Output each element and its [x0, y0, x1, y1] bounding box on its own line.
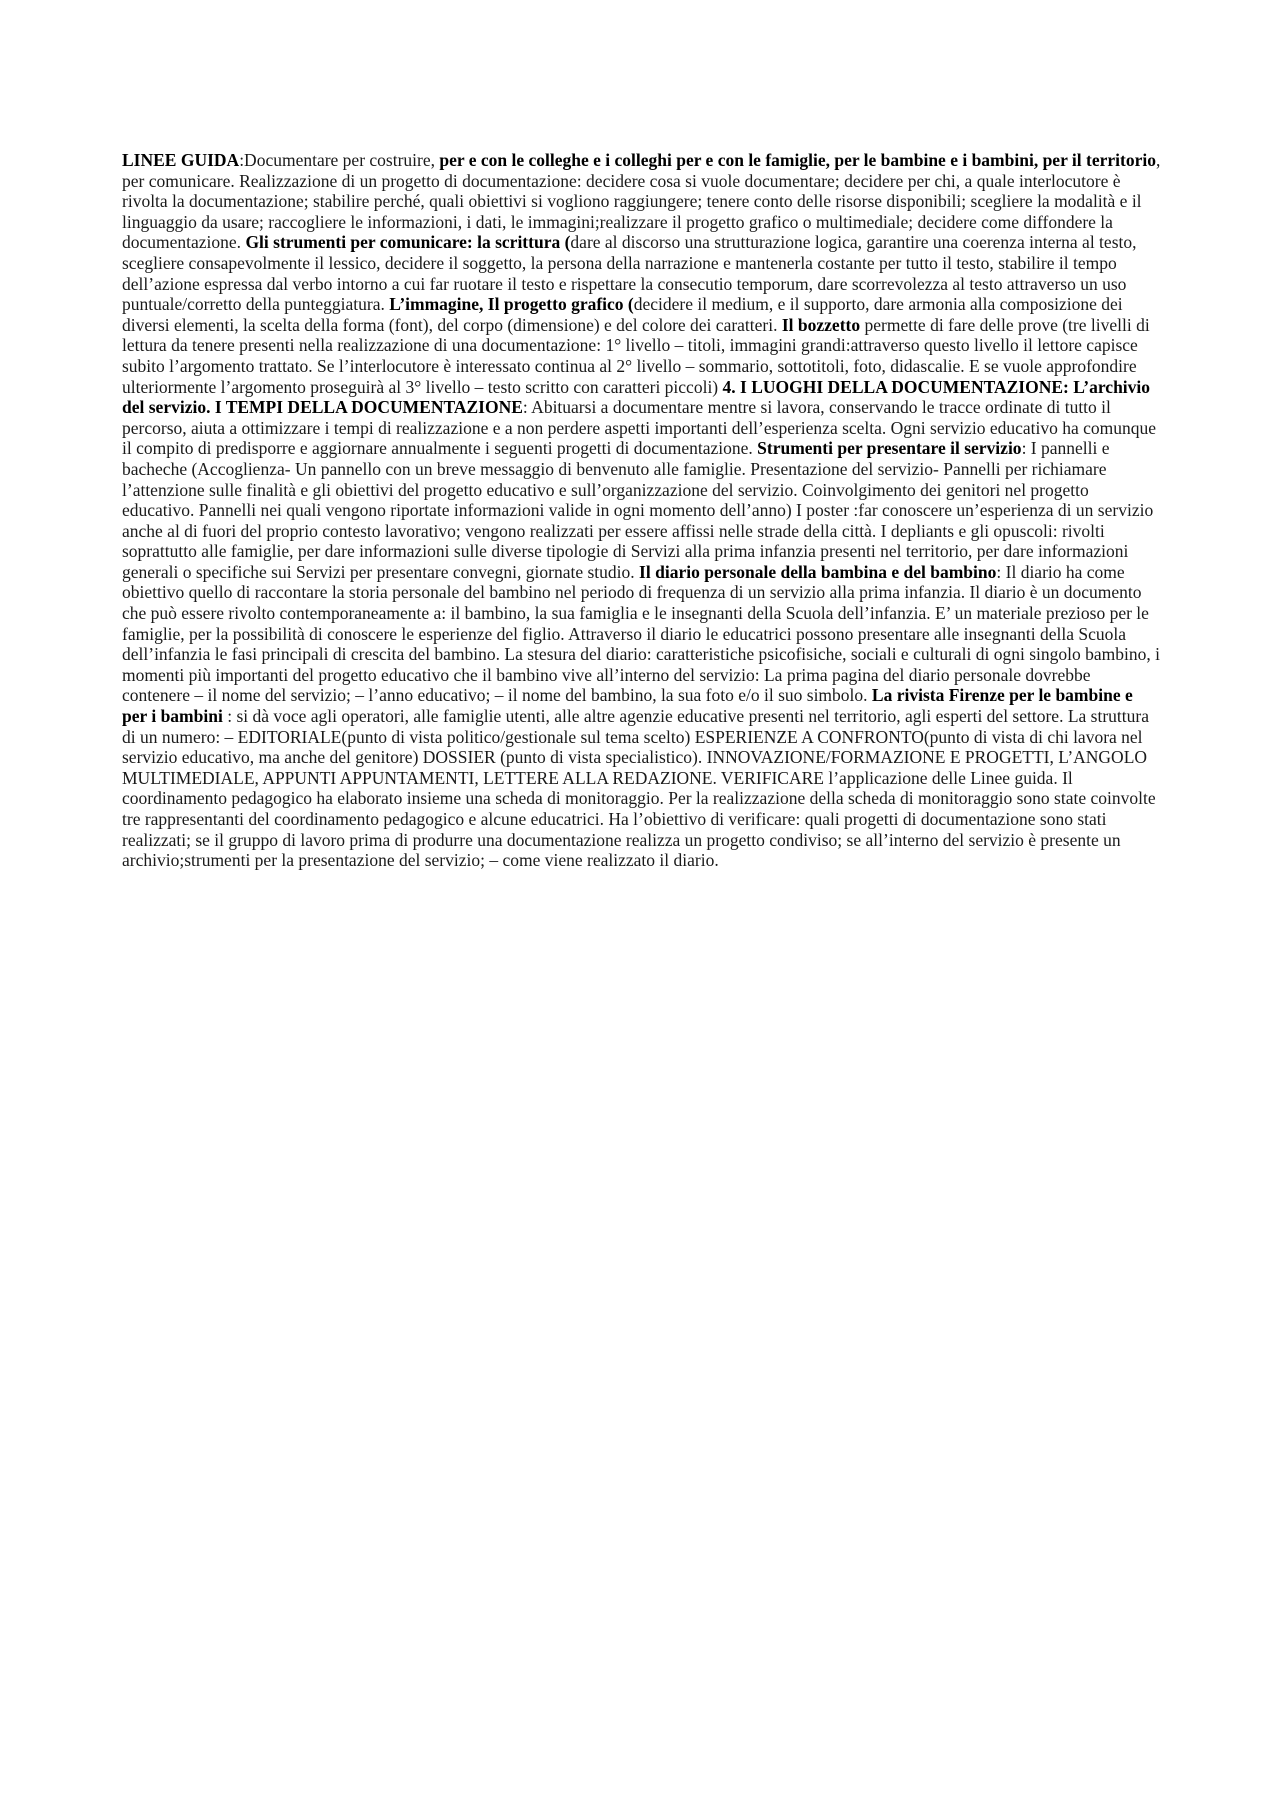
body-text: , per comunicare. Realizzazione di un progetto di documentazione: decidere cosa si vuole documentare; decidere per chi, a quale interlocutore è rivolta la documentazione; stabilire perché, quali obiettivi si vogliono raggiungere; tenere conto delle risorse disponibili; scegliere la modalità e il linguaggio da usare; raccogliere le informazioni, i dati, le immagini;realizzare il progetto grafico o multimediale; decidere come diffondere la documentazione.: [122, 150, 1161, 253]
document-body: [122, 150, 1162, 871]
bold-phrase-diario: Il diario personale della bambina e del bambino: [639, 561, 997, 582]
bold-phrase-scrittura: Gli strumenti per comunicare: la scrittura (: [245, 232, 571, 253]
bold-phrase-strumenti: Strumenti per presentare il servizio: [757, 438, 1022, 459]
body-text: : Abituarsi a documentare mentre si lavora, conservando le tracce ordinate di tutto il percorso, aiuta a ottimizzare i tempi di realizzazione e a non perdere aspetti importanti dell’esperienza scelta. Ogni servizio educativo ha comunque il compito di predisporre e aggiornare annualmente i seguenti progetti di documentazione.: [122, 397, 1157, 459]
section-heading-luoghi: 4. I LUOGHI DELLA DOCUMENTAZIONE: L’archivio del servizio. I TEMPI DELLA DOCUMENTAZIONE: [122, 376, 1151, 418]
body-text: : si dà voce agli operatori, alle famiglie utenti, alle altre agenzie educative presenti nel territorio, agli esperti del settore. La struttura di un numero: – EDITORIALE(punto di vista politico/gestionale sul tema scelto) ESPERIENZE A CONFRONTO(punto di vista di chi lavora nel servizio educativo, ma anche del genitore) DOSSIER (punto di vista specialistico). INNOVAZIONE/FORMAZIONE E PROGETTI, L’ANGOLO MULTIMEDIALE, APPUNTI APPUNTAMENTI, LETTERE ALLA REDAZIONE. VERIFICARE l’applicazione delle Linee guida. Il coordinamento pedagogico ha elaborato insieme una scheda di monitoraggio. Per la realizzazione della scheda di monitoraggio sono state coinvolte tre rappresentanti del coordinamento pedagogico e alcune educatrici. Ha l’obiettivo di verificare: quali progetti di documentazione sono stati realizzati; se il gruppo di lavoro prima di produrre una documentazione realizza un progetto condiviso; se all’interno del servizio è presente un archivio;strumenti per la presentazione del servizio; – come viene realizzato il diario.: [122, 706, 1156, 871]
body-text: decidere il medium, e il supporto, dare armonia alla composizione dei diversi elementi, la scelta della forma (font), del corpo (dimensione) e del colore dei caratteri.: [122, 294, 1123, 335]
body-text: dare al discorso una strutturazione logica, garantire una coerenza interna al testo, scegliere consapevolmente il lessico, decidere il soggetto, la persona della narrazione e mantenerla costante per tutto il testo, stabilire il tempo dell’azione espressa dal verbo intorno a cui far ruotare il testo e rispettare la consecutio temporum, dare scorrevolezza al testo attraverso un uso puntuale/corretto della punteggiatura.: [122, 232, 1137, 315]
body-text: :Documentare per costruire,: [239, 150, 440, 170]
document-paragraph: [122, 150, 1162, 871]
bold-phrase-immagine: L’immagine, Il progetto grafico (: [389, 294, 634, 315]
heading-linee-guida: LINEE GUIDA: [122, 150, 240, 170]
body-text: : I pannelli e bacheche (Accoglienza- Un pannello con un breve messaggio di benvenuto alle famiglie. Presentazione del servizio- Pannelli per richiamare l’attenzione sulle finalità e gli obiettivi del progetto educativo e sull’organizzazione del servizio. Coinvolgimento dei genitori nel progetto educativo. Pannelli nei quali vengono riportate informazioni valide in ogni momento dell’anno) I poster :far conoscere un’esperienza di un servizio anche al di fuori del proprio contesto lavorativo; vengono realizzati per essere affissi nelle strade della città. I depliants e gli opuscoli: rivolti soprattutto alle famiglie, per dare informazioni sulle diverse tipologie di Servizi alla prima infanzia presenti nel territorio, per dare informazioni generali o specifiche sui Servizi per presentare convegni, giornate studio.: [122, 438, 1154, 582]
bold-phrase-bozzetto: Il bozzetto: [781, 314, 861, 335]
body-text: : Il diario ha come obiettivo quello di raccontare la storia personale del bambino nel periodo di frequenza di un servizio alla prima infanzia. Il diario è un documento che può essere rivolto contemporaneamente a: il bambino, la sua famiglia e le insegnanti della Scuola dell’infanzia. E’ un materiale prezioso per le famiglie, per la possibilità di conoscere le esperienze del figlio. Attraverso il diario le educatrici possono presentare alle insegnanti della Scuola dell’infanzia le fasi principali di crescita del bambino. La stesura del diario: caratteristiche psicofisiche, sociali e culturali di ogni singolo bambino, i momenti più importanti del progetto educativo che il bambino vive all’interno del servizio: La prima pagina del diario personale dovrebbe contenere – il nome del servizio; – l’anno educativo; – il nome del bambino, la sua foto e/o il suo simbolo.: [122, 561, 1160, 706]
bold-phrase: per e con le colleghe e i colleghi per e con le famiglie, per le bambine e i bambini, per il territorio: [439, 150, 1156, 170]
bold-phrase-rivista: La rivista Firenze per le bambine e per i bambini: [122, 685, 1133, 727]
body-text: permette di fare delle prove (tre livelli di lettura da tenere presenti nella realizzazione di una documentazione: 1° livello – titoli, immagini grandi:attraverso questo livello il lettore capisce subito l’argomento trattato. Se l’interlocutore è interessato continua al 2° livello – sommario, sottotitoli, foto, didascalie. E se vuole approfondire ulteriormente l’argomento proseguirà al 3° livello – testo scritto con caratteri piccoli): [122, 314, 1150, 397]
